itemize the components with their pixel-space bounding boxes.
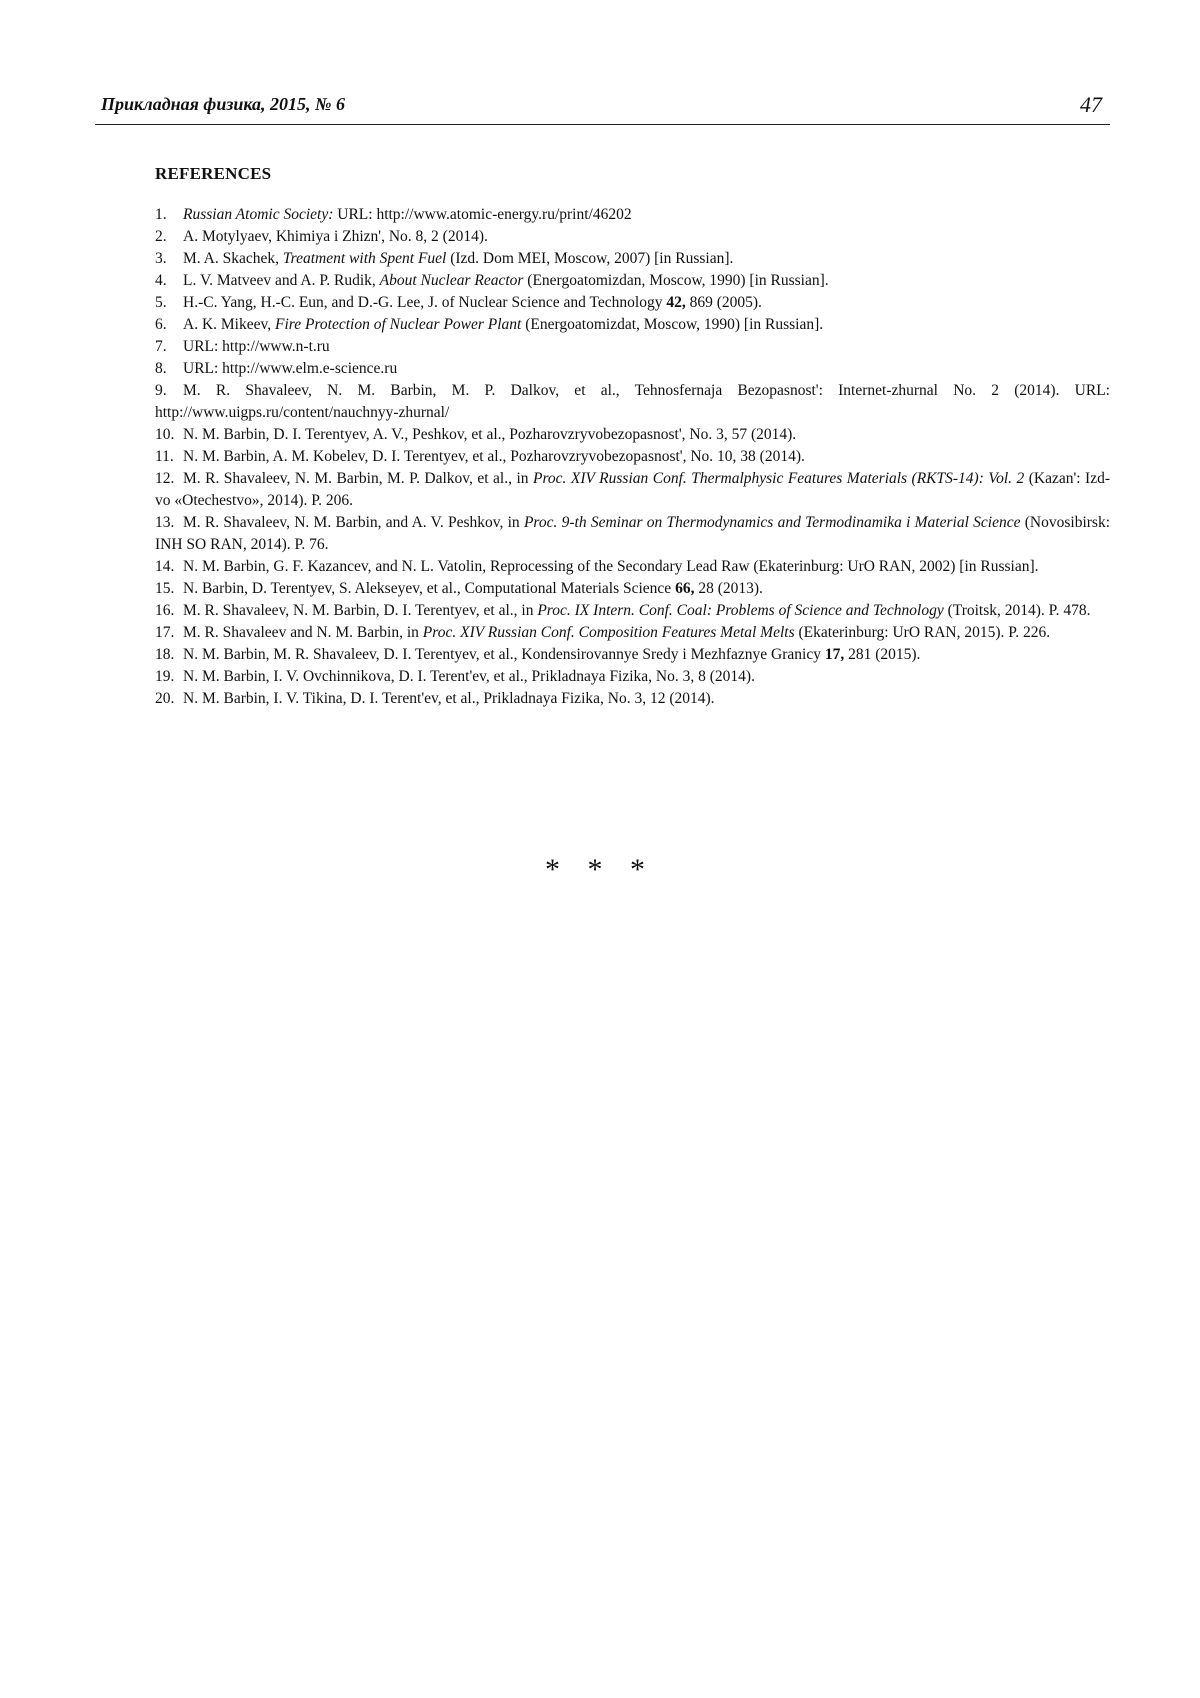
reference-text: 17, <box>824 646 845 663</box>
reference-item <box>155 292 1110 314</box>
reference-number: 1. <box>155 206 167 223</box>
reference-text: (Ekaterinburg: UrO RAN, 2015). P. 226. <box>794 624 1051 641</box>
reference-item <box>155 424 1110 446</box>
reference-text: N. M. Barbin, I. V. Tikina, D. I. Terent'ev, et al., Prikladnaya Fizika, No. 3, 12 (2014). <box>183 690 715 707</box>
section-separator: * * * <box>545 853 655 886</box>
reference-number: 20. <box>155 690 175 707</box>
reference-text: (Kazan': Izd-vo «Otechestvo», 2014). P. 206. <box>155 470 1111 509</box>
reference-text: L. V. Matveev and A. P. Rudik, <box>183 272 380 289</box>
reference-item <box>155 468 1110 512</box>
reference-text: N. M. Barbin, M. R. Shavaleev, D. I. Terentyev, et al., Kondensirovannye Sredy i Mezhfaznye Granicy <box>183 646 825 663</box>
reference-text: URL: http://www.elm.e-science.ru <box>183 360 398 377</box>
reference-text: Proc. XIV Russian Conf. Composition Features Metal Melts <box>422 624 795 641</box>
reference-number: 5. <box>155 294 167 311</box>
page-number: 47 <box>1080 92 1102 117</box>
reference-text: 28 (2013). <box>694 580 763 597</box>
reference-number: 14. <box>155 558 175 575</box>
reference-text: N. M. Barbin, G. F. Kazancev, and N. L. Vatolin, Reprocessing of the Secondary Lead Raw (Ekaterinburg: UrO RAN, 2002) [in Russian]. <box>183 558 1039 575</box>
reference-item <box>155 314 1110 336</box>
reference-text: Fire Protection of Nuclear Power Plant <box>274 316 522 333</box>
reference-text: M. R. Shavaleev, N. M. Barbin, M. P. Dalkov, et al., Tehnosfernaja Bezopasnost': Internet-zhurnal No. 2 (2014). URL: http://www.uigps.ru/content/nauchnyy-zhurnal/ <box>155 382 1110 421</box>
reference-item <box>155 358 1110 380</box>
reference-text: H.-C. Yang, H.-C. Eun, and D.-G. Lee, J. of Nuclear Science and Technology <box>183 294 667 311</box>
reference-item <box>155 446 1110 468</box>
reference-item <box>155 380 1110 424</box>
reference-text: Proc. 9-th Seminar on Thermodynamics and Termodinamika i Material Science <box>523 514 1021 531</box>
reference-text: About Nuclear Reactor <box>379 272 524 289</box>
reference-number: 6. <box>155 316 167 333</box>
reference-text: M. A. Skachek, <box>183 250 283 267</box>
reference-number: 10. <box>155 426 175 443</box>
reference-number: 9. <box>155 382 167 399</box>
reference-number: 15. <box>155 580 175 597</box>
reference-number: 7. <box>155 338 167 355</box>
reference-item <box>155 578 1110 600</box>
reference-item <box>155 226 1110 248</box>
reference-text: A. K. Mikeev, <box>183 316 275 333</box>
references-list <box>155 204 1110 710</box>
reference-text: Proc. XIV Russian Conf. Thermalphysic Features Materials (RKTS-14): Vol. 2 <box>532 470 1025 487</box>
reference-item <box>155 644 1110 666</box>
reference-text: M. R. Shavaleev, N. M. Barbin, and A. V. Peshkov, in <box>183 514 524 531</box>
reference-text: M. R. Shavaleev, N. M. Barbin, D. I. Terentyev, et al., in <box>183 602 538 619</box>
reference-text: M. R. Shavaleev and N. M. Barbin, in <box>183 624 423 641</box>
reference-item <box>155 248 1110 270</box>
reference-number: 17. <box>155 624 175 641</box>
page-header <box>95 90 1110 125</box>
reference-text: 66, <box>675 580 695 597</box>
reference-text: 869 (2005). <box>685 294 762 311</box>
reference-text: 281 (2015). <box>844 646 921 663</box>
reference-number: 16. <box>155 602 175 619</box>
reference-number: 12. <box>155 470 175 487</box>
reference-number: 2. <box>155 228 167 245</box>
reference-number: 19. <box>155 668 175 685</box>
reference-number: 18. <box>155 646 175 663</box>
reference-text: (Energoatomizdat, Moscow, 1990) [in Russian]. <box>521 316 824 333</box>
reference-item <box>155 336 1110 358</box>
reference-number: 8. <box>155 360 167 377</box>
reference-item <box>155 622 1110 644</box>
reference-text: Proc. IX Intern. Conf. Coal: Problems of Science and Technology <box>537 602 944 619</box>
reference-text: N. M. Barbin, I. V. Ovchinnikova, D. I. Terent'ev, et al., Prikladnaya Fizika, No. 3, 8 (2014). <box>183 668 755 685</box>
reference-text: A. Motylyaev, Khimiya i Zhizn', No. 8, 2 (2014). <box>183 228 488 245</box>
reference-item <box>155 204 1110 226</box>
reference-text: N. M. Barbin, D. I. Terentyev, A. V., Peshkov, et al., Pozharovzryvobezopasnost', No. 3, 57 (2014). <box>183 426 797 443</box>
reference-text: M. R. Shavaleev, N. M. Barbin, M. P. Dalkov, et al., in <box>183 470 533 487</box>
reference-text: (Energoatomizdan, Moscow, 1990) [in Russian]. <box>523 272 829 289</box>
reference-item <box>155 512 1110 556</box>
reference-item <box>155 666 1110 688</box>
reference-text: (Troitsk, 2014). P. 478. <box>943 602 1091 619</box>
reference-number: 13. <box>155 514 175 531</box>
reference-number: 3. <box>155 250 167 267</box>
reference-number: 11. <box>155 448 174 465</box>
reference-text: N. Barbin, D. Terentyev, S. Alekseyev, et al., Computational Materials Science <box>183 580 676 597</box>
reference-item <box>155 270 1110 292</box>
reference-text: URL: http://www.n-t.ru <box>183 338 330 355</box>
reference-item <box>155 556 1110 578</box>
reference-text: (Novosibirsk: INH SO RAN, 2014). P. 76. <box>155 514 1110 553</box>
reference-item <box>155 600 1110 622</box>
reference-text: URL: http://www.atomic-energy.ru/print/46202 <box>333 206 632 223</box>
reference-number: 4. <box>155 272 167 289</box>
reference-text: Russian Atomic Society: <box>183 206 334 223</box>
reference-text: N. M. Barbin, A. M. Kobelev, D. I. Terentyev, et al., Pozharovzryvobezopasnost', No. 10, 38 (2014). <box>183 448 805 465</box>
reference-item <box>155 688 1110 710</box>
reference-text: Treatment with Spent Fuel <box>282 250 447 267</box>
reference-text: (Izd. Dom MEI, Moscow, 2007) [in Russian]. <box>446 250 734 267</box>
reference-text: 42, <box>666 294 686 311</box>
references-heading: REFERENCES <box>155 164 272 183</box>
journal-title: Прикладная физика, 2015, № 6 <box>101 94 346 114</box>
